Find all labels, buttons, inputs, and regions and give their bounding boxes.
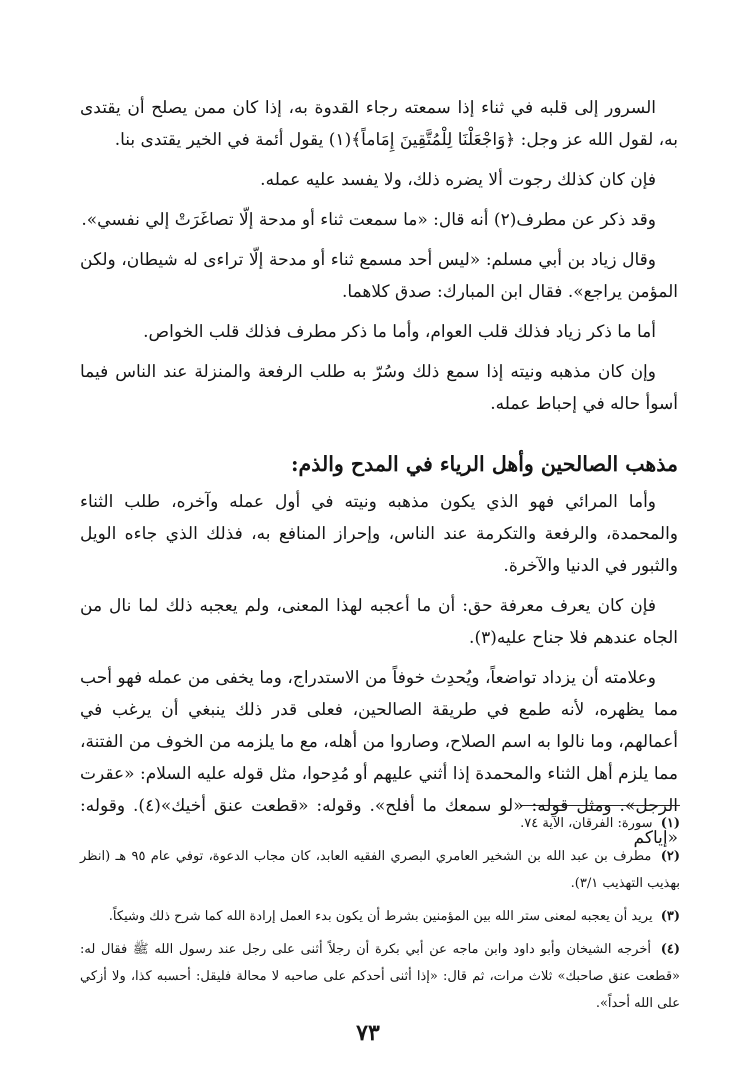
main-text: [80, 92, 678, 862]
footnote-number: (٣): [660, 909, 680, 924]
footnote-number: (٤): [660, 942, 680, 957]
footnote-divider: [520, 805, 680, 806]
footnote: [80, 936, 680, 1017]
paragraph: أما ما ذكر زياد فذلك قلب العوام، وأما ما ذكر مطرف فذلك قلب الخواص.: [143, 322, 656, 342]
footnote: [80, 843, 680, 897]
footnote: [80, 903, 680, 930]
paragraph: فإن كان كذلك رجوت ألا يضره ذلك، ولا يفسد عليه عمله.: [260, 170, 656, 190]
paragraph: السرور إلى قلبه في ثناء إذا سمعته رجاء القدوة به، إذا كان ممن يصلح أن يقتدى به، لقول الله عز وجل: ﴿وَاجْعَلْنَا لِلْمُتَّقِينَ إِمَاماً﴾(١) يقول أئمة في الخير يقتدى بنا.: [80, 98, 678, 150]
footnote-text: يريد أن يعجبه لمعنى ستر الله بين المؤمنين بشرط أن يكون بدء العمل إرادة الله كما شرح ذلك وشيكاً.: [108, 909, 653, 924]
paragraph: وعلامته أن يزداد تواضعاً، ويُحدِث خوفاً من الاستدراج، وما يخفى من عمله فهو أحب مما يظهره، لأنه طمع في طريقة الصالحين، فعلى قدر ذلك ينبغي أن يرغب في أعمالهم، وما نالوا به اسم الصلاح، وصاروا من أهله، مع ما يلزمه من الخوف من الفتنة، مما يلزم أهل الثناء والمحمدة إذا أثني عليهم أو مُدِحوا، مثل قوله عليه السلام: «عقرت الرجل». ومثل قوله: «لو سمعك ما أفلح». وقوله: «قطعت عنق أخيك»(٤). وقوله: «إياكم: [80, 668, 678, 848]
section-heading: مذهب الصالحين وأهل الرياء في المدح والذم:: [290, 452, 678, 476]
footnote-text: سورة: الفرقان، الآية ٧٤.: [520, 816, 653, 831]
footnote-text: أخرجه الشيخان وأبو داود وابن ماجه عن أبي بكرة أن رجلاً أثنى على رجل عند رسول الله ﷺ فقال له: «قطعت عنق صاحبك» ثلاث مرات، ثم قال: «إذا أثنى أحدكم على صاحبه لا محالة فليقل: أحسبه كذا، ولا أزكي على الله أحداً».: [80, 942, 680, 1011]
paragraph: وقد ذكر عن مطرف(٢) أنه قال: «ما سمعت ثناء أو مدحة إلّا تصاغَرَتْ إلي نفسي».: [81, 210, 656, 230]
footnote: [80, 810, 680, 837]
paragraph: وقال زياد بن أبي مسلم: «ليس أحد مسمع ثناء أو مدحة إلّا تراءى له شيطان، ولكن المؤمن يراجع». فقال ابن المبارك: صدق كلاهما.: [80, 250, 678, 302]
footnote-text: مطرف بن عبد الله بن الشخير العامري البصري الفقيه العابد، كان مجاب الدعوة، توفي عام ٩٥ هـ (انظر بهذيب التهذيب ٣/١).: [80, 849, 680, 891]
footnotes: [80, 805, 680, 1023]
paragraph: فإن كان يعرف معرفة حق: أن ما أعجبه لهذا المعنى، ولم يعجبه ذلك لما نال من الجاه عندهم فلا جناح عليه(٣).: [80, 596, 678, 648]
paragraph: وإن كان مذهبه ونيته إذا سمع ذلك وسُرّ به طلب الرفعة والمنزلة عند الناس فيما أسوأ حاله في إحباط عمله.: [80, 362, 678, 414]
paragraph: وأما المرائي فهو الذي يكون مذهبه ونيته في أول عمله وآخره، طلب الثناء والمحمدة، والرفعة والتكرمة عند الناس، وإحراز المنافع به، فذلك الذي جاءه الويل والثبور في الدنيا والآخرة.: [80, 492, 678, 576]
page-number: ٧٣: [356, 1020, 380, 1046]
footnote-number: (٢): [660, 849, 680, 864]
footnote-number: (١): [660, 816, 680, 831]
